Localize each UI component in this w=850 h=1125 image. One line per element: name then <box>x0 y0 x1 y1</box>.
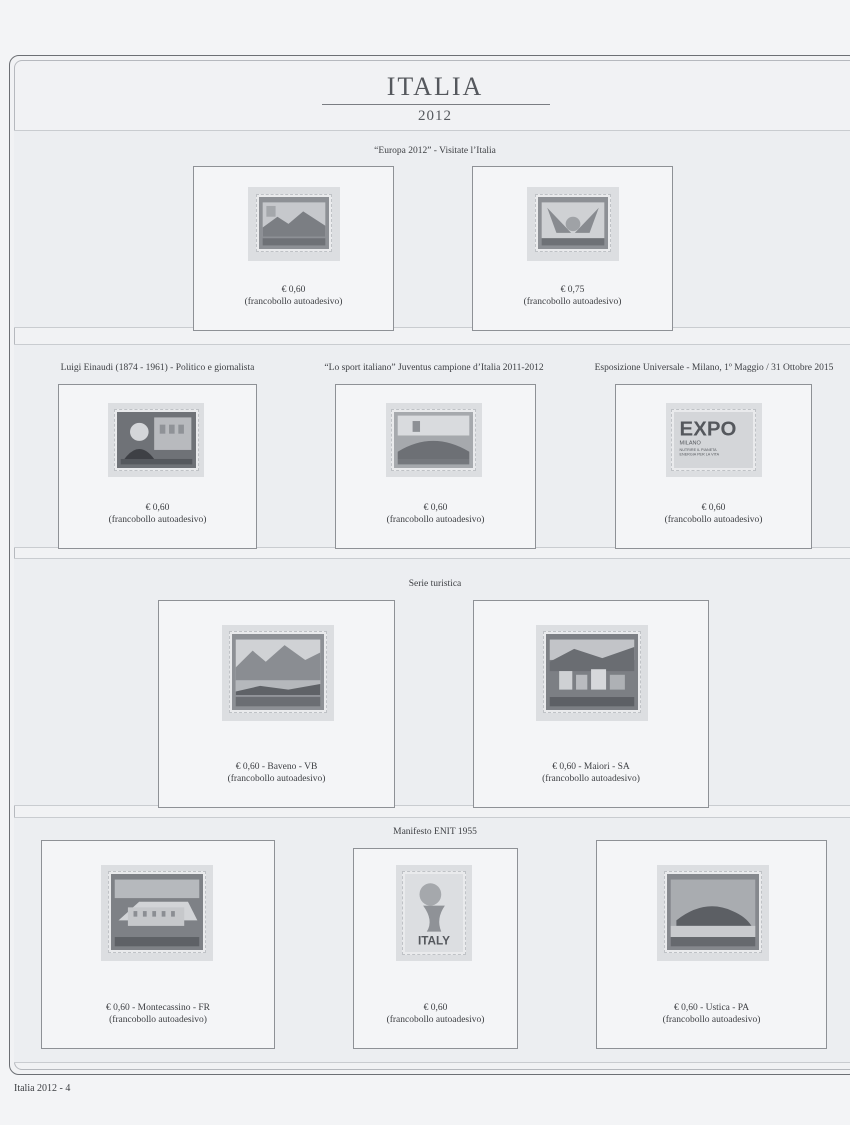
stamp-note: (francobollo autoadesivo) <box>664 515 763 525</box>
poster-stamp-text: ITALY <box>417 933 451 948</box>
stamp-mount-expo <box>615 384 812 549</box>
section-title-einaudi: Luigi Einaudi (1874 - 1961) - Politico e giornalista <box>60 363 255 373</box>
expo-line2: NUTRIRE IL PIANETA <box>679 447 717 452</box>
stamp-value: € 0,60 <box>145 503 170 513</box>
stamp-mount-baveno <box>158 600 395 808</box>
stamp-mount-maiori <box>473 600 709 808</box>
section-title-expo: Esposizione Universale - Milano, 1º Maggio / 31 Ottobre 2015 <box>594 363 834 373</box>
stamp-mount-montecassino <box>41 840 275 1049</box>
section-title-europa: “Europa 2012” - Visitate l’Italia <box>374 146 496 156</box>
stamp-note: (francobollo autoadesivo) <box>662 1015 761 1025</box>
stamp-mount-europa-075 <box>472 166 673 331</box>
stamp-note: (francobollo autoadesivo) <box>227 774 326 784</box>
expo-logo-text: EXPO <box>679 418 737 441</box>
stamp-mount-ustica <box>596 840 827 1049</box>
stadium-stamp-icon <box>391 409 476 471</box>
stamp-mount-enit-poster <box>353 848 518 1049</box>
stamp-note: (francobollo autoadesivo) <box>523 297 622 307</box>
stamp-value: € 0,60 - Montecassino - FR <box>106 1003 210 1013</box>
expo-line3: ENERGIA PER LA VITA <box>679 452 720 457</box>
section-title-juventus: “Lo sport italiano” Juventus campione d’Italia 2011-2012 <box>324 363 544 373</box>
stamp-value: € 0,60 - Baveno - VB <box>235 762 318 772</box>
page-footer: Italia 2012 - 4 <box>14 1083 71 1094</box>
stamp-note: (francobollo autoadesivo) <box>386 515 485 525</box>
section-title-enit: Manifesto ENIT 1955 <box>393 827 477 837</box>
stamp-value: € 0,60 <box>701 503 726 513</box>
stamp-note: (francobollo autoadesivo) <box>108 515 207 525</box>
stamp-value: € 0,60 <box>423 1003 448 1013</box>
stamp-mount-einaudi <box>58 384 257 549</box>
stamp-value: € 0,60 - Maiori - SA <box>552 762 630 772</box>
town-stamp-icon <box>543 631 641 713</box>
poster-stamp-icon <box>402 871 466 955</box>
abbey-stamp-icon <box>108 871 206 953</box>
section-title-turistica: Serie turistica <box>408 579 462 589</box>
landscape-stamp-icon <box>256 194 332 252</box>
landscape-stamp-icon <box>535 194 611 252</box>
stamp-note: (francobollo autoadesivo) <box>542 774 640 784</box>
stamp-mount-europa-060 <box>193 166 394 331</box>
stamp-value: € 0,60 <box>423 503 448 513</box>
section-strip-europa <box>14 130 850 328</box>
stamp-mount-juventus <box>335 384 536 549</box>
title-rule <box>322 104 550 105</box>
expo-stamp-icon <box>671 409 756 471</box>
stamp-value: € 0,60 <box>281 285 306 295</box>
stamp-value: € 0,75 <box>560 285 585 295</box>
expo-line1: MILANO <box>679 440 701 447</box>
page-title: ITALIA <box>386 72 484 101</box>
portrait-stamp-icon <box>114 409 199 471</box>
page-year: 2012 <box>418 108 452 124</box>
stamp-note: (francobollo autoadesivo) <box>109 1015 207 1025</box>
section-strip-turistica <box>14 558 850 806</box>
stamp-note: (francobollo autoadesivo) <box>244 297 343 307</box>
stamp-value: € 0,60 - Ustica - PA <box>673 1003 750 1013</box>
lake-stamp-icon <box>229 631 327 713</box>
island-stamp-icon <box>664 871 762 953</box>
stamp-note: (francobollo autoadesivo) <box>386 1015 485 1025</box>
